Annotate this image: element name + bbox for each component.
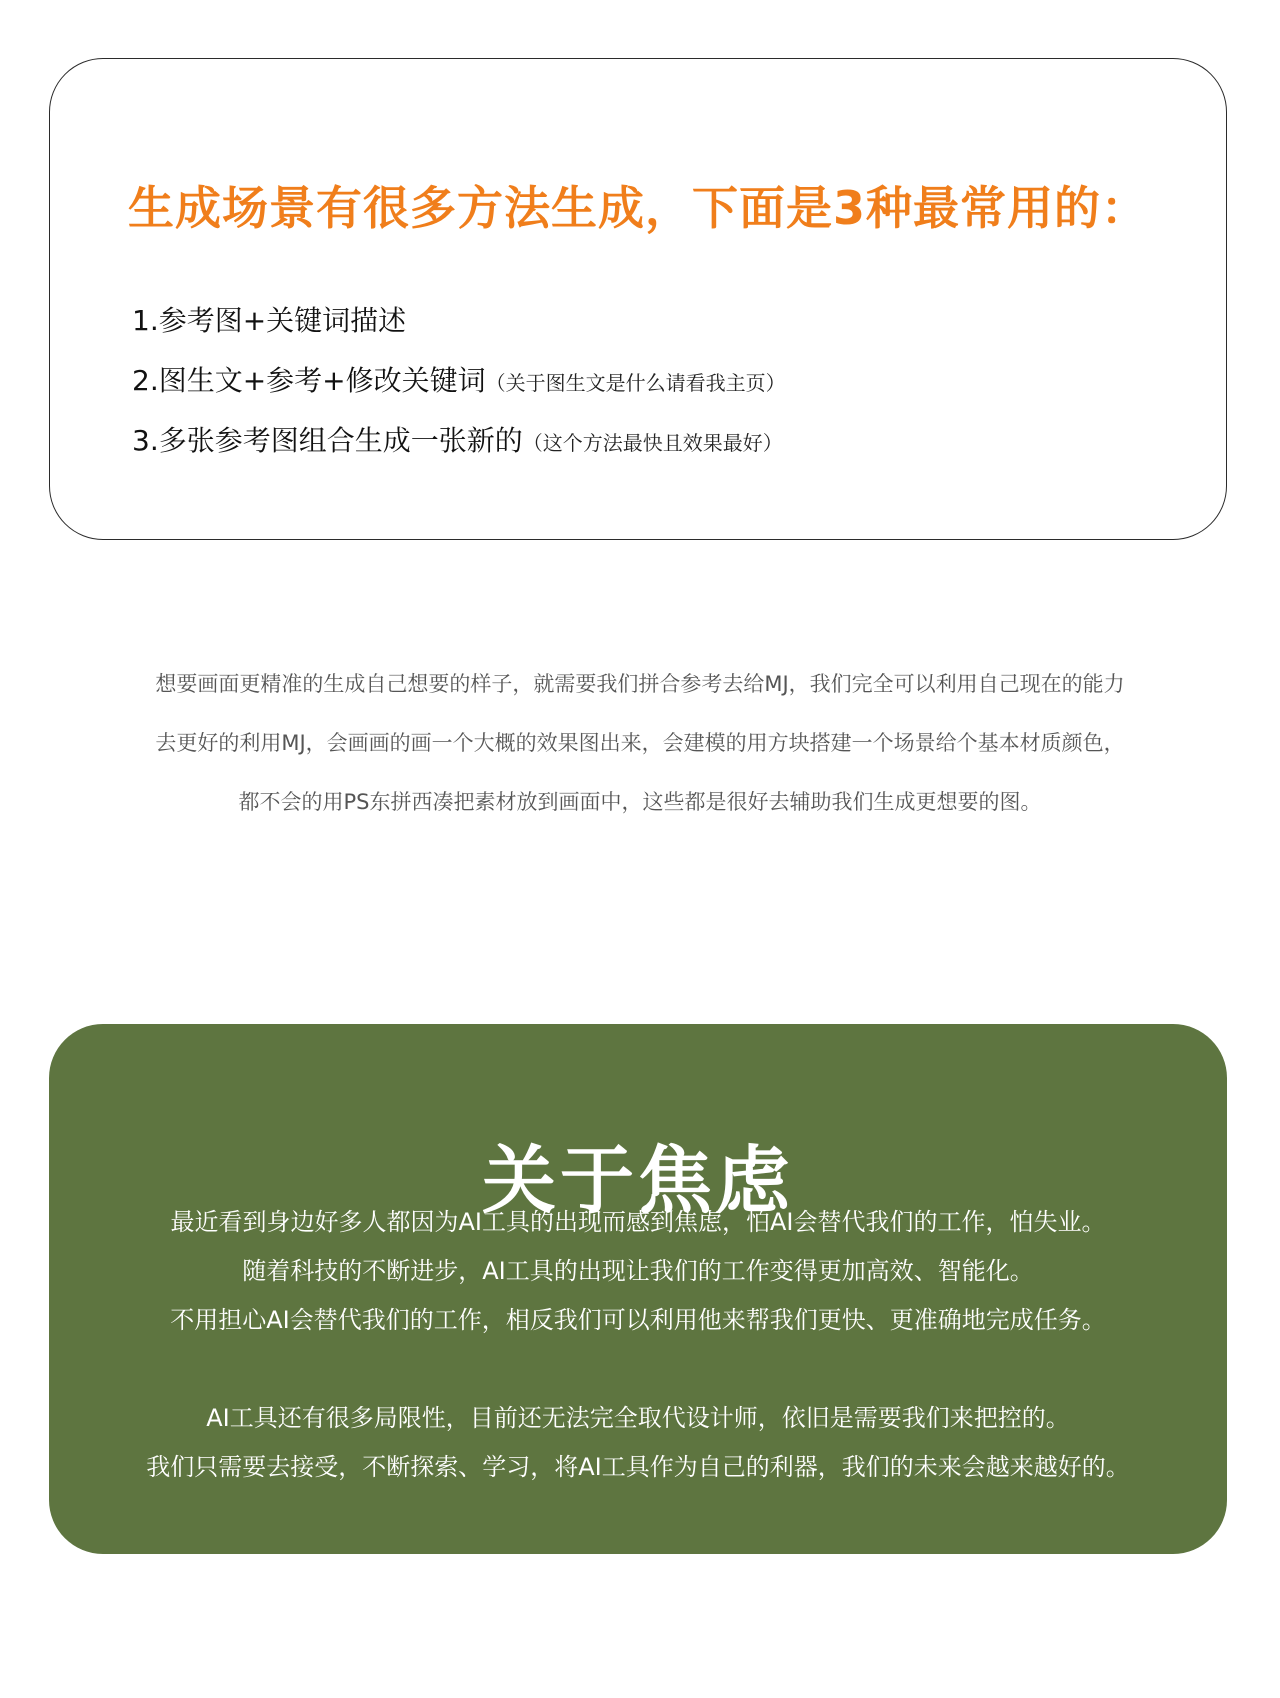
- paragraph-spacer: [49, 1345, 1227, 1394]
- method-text: 1.参考图+关键词描述: [132, 304, 407, 337]
- anxiety-line: 最近看到身边好多人都因为AI工具的出现而感到焦虑，怕AI会替代我们的工作，怕失业。: [170, 1208, 1106, 1236]
- method-note: （关于图生文是什么请看我主页）: [485, 371, 786, 395]
- methods-title: 生成场景有很多方法生成，下面是3种最常用的：: [127, 180, 1148, 235]
- anxiety-card: [49, 1024, 1227, 1554]
- list-item: [132, 351, 786, 411]
- intro-line: 去更好的利用MJ，会画画的画一个大概的效果图出来，会建模的用方块搭建一个场景给个基本材质颜色，: [155, 731, 1125, 755]
- anxiety-title: 关于焦虑: [482, 1138, 794, 1225]
- anxiety-line: 我们只需要去接受，不断探索、学习，将AI工具作为自己的利器，我们的未来会越来越好的。: [146, 1453, 1130, 1481]
- list-item: [132, 411, 786, 471]
- methods-list: [132, 291, 786, 471]
- anxiety-line: 随着科技的不断进步，AI工具的出现让我们的工作变得更加高效、智能化。: [242, 1257, 1034, 1285]
- intro-paragraph: [60, 655, 1220, 832]
- method-note: （这个方法最快且效果最好）: [522, 431, 783, 455]
- list-item: [132, 291, 786, 351]
- methods-card: [49, 58, 1227, 540]
- method-text: 2.图生文+参考+修改关键词: [132, 364, 486, 397]
- anxiety-line: 不用担心AI会替代我们的工作，相反我们可以利用他来帮我们更快、更准确地完成任务。: [170, 1306, 1106, 1334]
- intro-line: 都不会的用PS东拼西凑把素材放到画面中，这些都是很好去辅助我们生成更想要的图。: [238, 790, 1042, 814]
- anxiety-line: AI工具还有很多局限性，目前还无法完全取代设计师，依旧是需要我们来把控的。: [206, 1404, 1070, 1432]
- intro-line: 想要画面更精准的生成自己想要的样子，就需要我们拼合参考去给MJ，我们完全可以利用自己现在的能力: [155, 672, 1125, 696]
- method-text: 3.多张参考图组合生成一张新的: [132, 424, 523, 457]
- anxiety-body: [49, 1198, 1227, 1492]
